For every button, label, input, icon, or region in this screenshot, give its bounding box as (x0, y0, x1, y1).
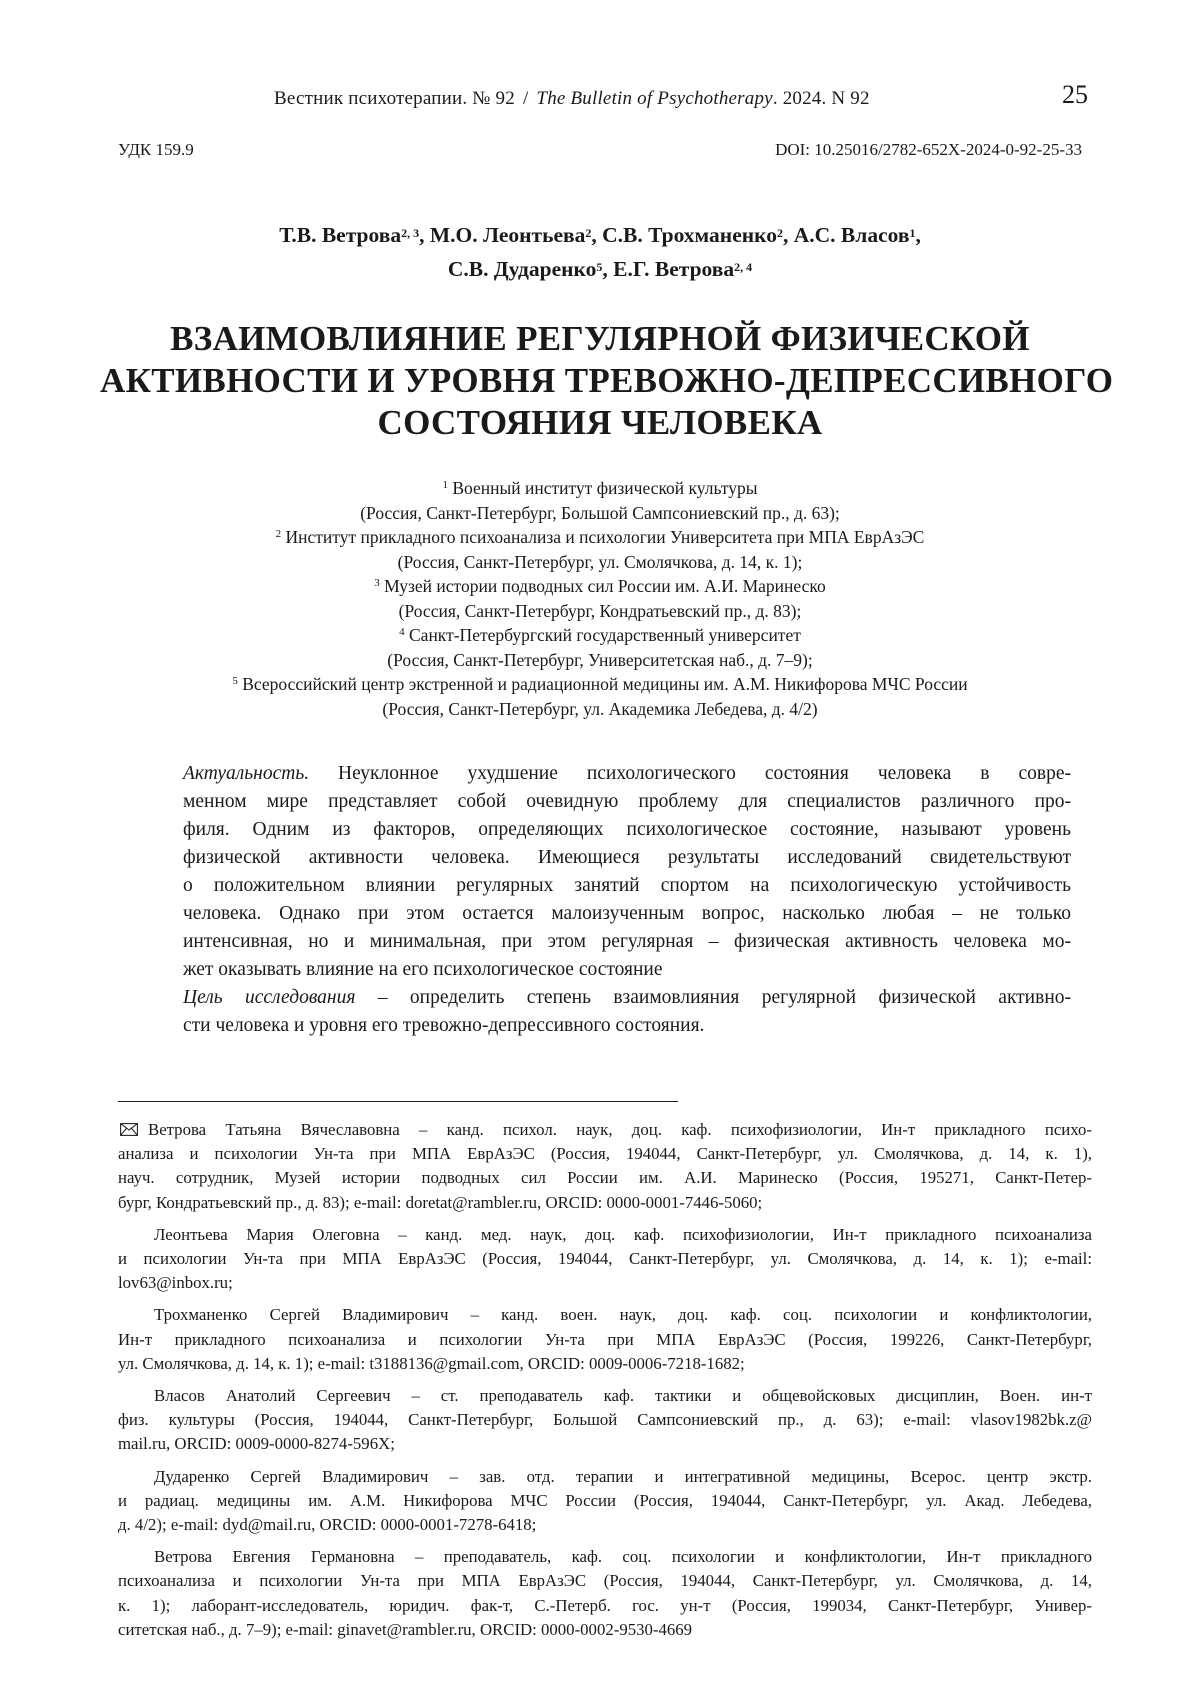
abstract-line: менном мире представляет собой очевидную проблему для специалистов различного про- (183, 791, 1071, 812)
article-title (100, 318, 1114, 444)
author-footnote (118, 1545, 1092, 1642)
footnote-line: Ветрова Татьяна Вячеславовна – канд. психол. наук, доц. каф. психофизиологии, Ин-т прикладного психо- (118, 1118, 1092, 1142)
aim-label: Цель исследования (183, 987, 356, 1008)
relevance-label: Актуальность. (183, 763, 310, 784)
affiliation-num: 3 (374, 577, 380, 589)
author-name: , Е.Г. Ветрова (602, 257, 735, 281)
affiliation-name: $^5$ Всероссийский центр экстренной и радиационной медицины им. А.М. Никифорова МЧС России (232, 674, 968, 694)
author-name: , М.О. Леонтьева (419, 223, 586, 247)
udk-code: УДК 159.9 (118, 140, 194, 159)
footnote-divider (118, 1101, 678, 1102)
author-name: , С.В. Трохманенко (591, 223, 777, 247)
journal-title-ru: Вестник психотерапии. № 92 (274, 88, 515, 109)
affiliation-name: $^1$ Военный институт физической культуры (442, 478, 758, 498)
journal-title-en: The Bulletin of Psychotherapy (536, 88, 773, 109)
abstract-line: физической активности человека. Имеющиеся результаты исследований свидетельствуют (183, 847, 1071, 868)
footnote-line: Дударенко Сергей Владимирович – зав. отд. терапии и интегративной медицины, Всерос. центр экстр. (154, 1466, 1092, 1486)
author-affil-sup: 1 (909, 226, 916, 240)
affiliation-address: (Россия, Санкт-Петербург, ул. Смолячкова, д. 14, к. 1); (397, 551, 803, 572)
affiliation-name: $^3$ Музей истории подводных сил России им. А.И. Маринеско (374, 576, 826, 596)
author-footnotes (118, 1118, 1092, 1650)
affiliation-num: 2 (275, 528, 282, 540)
abstract (183, 760, 1071, 1040)
page-number: 25 (1062, 80, 1088, 109)
author-affil-sup: 2 (776, 226, 783, 240)
footnote-line: д. 4/2); e-mail: dyd@mail.ru, ORCID: 0000-0001-7278-6418; (118, 1515, 537, 1535)
author-footnote (118, 1384, 1092, 1457)
title-line: СОСТОЯНИЯ ЧЕЛОВЕКА (377, 403, 823, 442)
abstract-line: сти человека и уровня его тревожно-депрессивного состояния. (183, 1015, 705, 1036)
author-line-2 (150, 252, 1050, 286)
footnote-line: ситетская наб., д. 7–9); e-mail: ginavet@rambler.ru, ORCID: 0000-0002-9530-4669 (118, 1619, 693, 1639)
author-affil-sup: 2, 4 (734, 260, 753, 274)
author-list (150, 218, 1050, 286)
affiliation-address: (Россия, Санкт-Петербург, Большой Сампсониевский пр., д. 63); (360, 502, 840, 523)
author-separator: , (915, 223, 921, 247)
footnote-line: психоанализа и психологии Ун-та при МПА ЕврАзЭС (Россия, 194044, Санкт-Петербург, ул. Смолячкова, д. 14, (118, 1571, 1092, 1591)
abstract-line: интенсивная, но и минимальная, при этом регулярная – физическая активность человека мо- (183, 931, 1071, 952)
abstract-line: Цель исследования – определить степень взаимовлияния регулярной физической активно- (183, 987, 1072, 1008)
affiliation-name: $^2$ Институт прикладного психоанализа и психологии Университета при МПА ЕврАзЭС (275, 527, 925, 547)
footnote-line: ул. Смолячкова, д. 14, к. 1); e-mail: t3188136@gmail.com, ORCID: 0009-0006-7218-1682; (118, 1353, 745, 1373)
footnote-line: Леонтьева Мария Олеговна – канд. мед. наук, доц. каф. психофизиологии, Ин-т прикладного психоанализа (154, 1224, 1092, 1244)
author-footnote (118, 1118, 1092, 1215)
abstract-line: человека. Однако при этом остается малоизученным вопрос, насколько любая – не только (183, 903, 1071, 924)
footnote-line: анализа и психологии Ун-та при МПА ЕврАзЭС (Россия, 194044, Санкт-Петербург, ул. Смолячкова, д. 14, к. 1), (118, 1144, 1092, 1164)
abstract-line: о положительном влиянии регулярных занятий спортом на психологическую устойчивость (183, 875, 1071, 896)
footnote-line: науч. сотрудник, Музей истории подводных сил России им. А.И. Маринеско (Россия, 195271, Санкт-Петер- (118, 1168, 1092, 1188)
author-affil-sup: 2 (585, 226, 592, 240)
abstract-line: Актуальность. Неуклонное ухудшение психологического состояния человека в совре- (183, 763, 1071, 784)
affiliation-address: (Россия, Санкт-Петербург, Университетская наб., д. 7–9); (387, 649, 813, 670)
author-name: , А.С. Власов (782, 223, 910, 247)
journal-separator: / (522, 88, 529, 109)
author-footnote (118, 1465, 1092, 1538)
footnote-line: Трохманенко Сергей Владимирович – канд. воен. наук, доц. каф. соц. психологии и конфликтологии, (154, 1305, 1092, 1325)
journal-issue: . 2024. N 92 (772, 88, 870, 109)
journal-title (274, 88, 934, 110)
envelope-icon (120, 1123, 138, 1136)
affiliation-num: 4 (399, 626, 405, 638)
footnote-line: физ. культуры (Россия, 194044, Санкт-Петербург, Большой Сампсониевский пр., д. 63); e-mail: vlasov1982bk.z@ (118, 1410, 1092, 1430)
footnote-line: Ветрова Евгения Германовна – преподаватель, каф. соц. психологии и конфликтологии, Ин-т прикладного (154, 1547, 1092, 1567)
footnote-line: mail.ru, ORCID: 0009-0000-8274-596X; (118, 1434, 395, 1454)
author-name: Т.В. Ветрова (279, 223, 402, 247)
author-footnote (118, 1223, 1092, 1296)
footnote-line: Власов Анатолий Сергеевич – ст. преподаватель каф. тактики и общевойсковых дисциплин, Воен. ин-т (154, 1386, 1092, 1406)
title-line: АКТИВНОСТИ И УРОВНЯ ТРЕВОЖНО-ДЕПРЕССИВНОГО (100, 361, 1114, 400)
title-line: ВЗАИМОВЛИЯНИЕ РЕГУЛЯРНОЙ ФИЗИЧЕСКОЙ (170, 319, 1030, 358)
footnote-line: бург, Кондратьевский пр., д. 83); e-mail: doretat@rambler.ru, ORCID: 0000-0001-7446-5060; (118, 1192, 763, 1212)
footnote-line: lov63@inbox.ru; (118, 1273, 233, 1293)
footnote-line: Ин-т прикладного психоанализа и психологии Ун-та при МПА ЕврАзЭС (Россия, 199226, Санкт-Петербург, (118, 1329, 1092, 1349)
footnote-line: к. 1); лаборант-исследователь, юридич. фак-т, С.-Петерб. гос. ун-т (Россия, 199034, Санкт-Петербург, Универ- (118, 1595, 1092, 1615)
affiliations (100, 476, 1100, 721)
affiliation-name: $^4$ Санкт-Петербургский государственный университет (399, 625, 801, 645)
footnote-line: и психологии Ун-та при МПА ЕврАзЭС (Россия, 194044, Санкт-Петербург, ул. Смолячкова, д. 14, к. 1); e-mail: (118, 1249, 1092, 1269)
abstract-line: филя. Одним из факторов, определяющих психологическое состояние, называют уровень (183, 819, 1071, 840)
doi: DOI: 10.25016/2782-652X-2024-0-92-25-33 (775, 140, 1082, 159)
author-affil-sup: 2, 3 (401, 226, 420, 240)
affiliation-num: 1 (442, 479, 448, 491)
affiliation-address: (Россия, Санкт-Петербург, ул. Академика Лебедева, д. 4/2) (382, 698, 818, 719)
author-name: С.В. Дударенко (447, 257, 597, 281)
affiliation-address: (Россия, Санкт-Петербург, Кондратьевский пр., д. 83); (398, 600, 802, 621)
abstract-line: жет оказывать влияние на его психологическое состояние (183, 959, 663, 980)
footnote-line: и радиац. медицины им. А.М. Никифорова МЧС России (Россия, 194044, Санкт-Петербург, ул. Акад. Лебедева, (118, 1490, 1092, 1510)
affiliation-num: 5 (232, 675, 238, 687)
author-footnote (118, 1303, 1092, 1376)
author-affil-sup: 5 (596, 260, 603, 274)
author-line-1 (150, 218, 1050, 252)
